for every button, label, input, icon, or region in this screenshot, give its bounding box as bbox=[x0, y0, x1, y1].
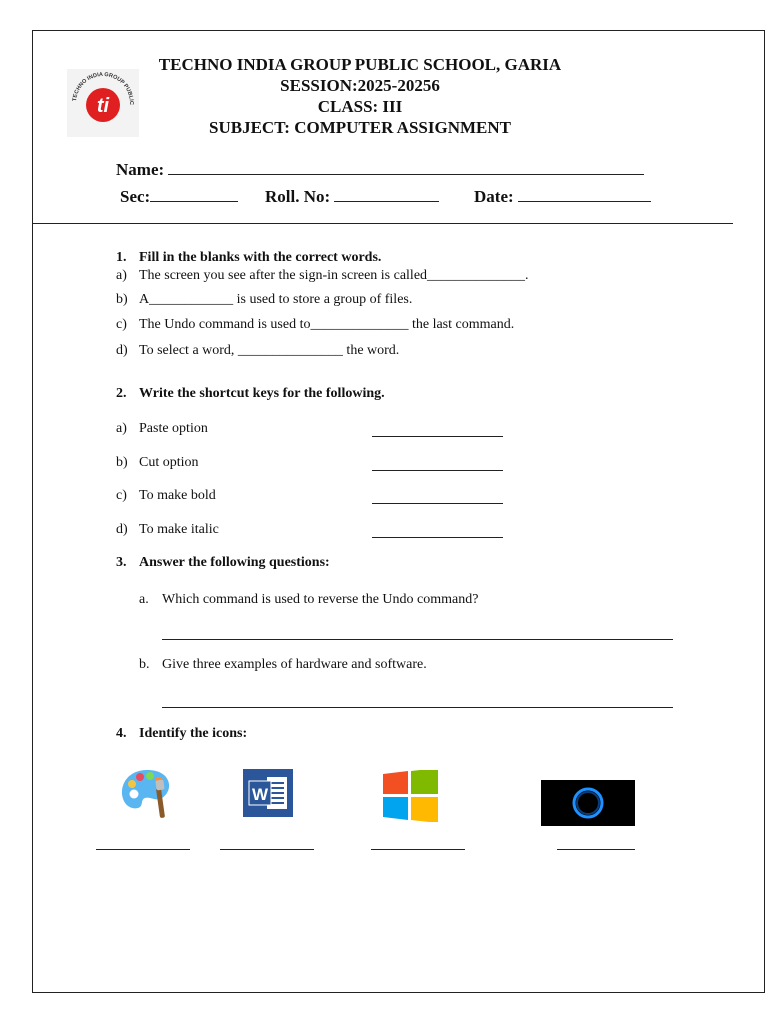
q3-item-text: Which command is used to reverse the Undo command? bbox=[162, 592, 479, 607]
header-divider bbox=[33, 223, 733, 224]
windows-icon bbox=[383, 770, 438, 822]
q1-item-text[interactable]: The screen you see after the sign-in screen is called______________. bbox=[139, 268, 529, 283]
logo-monogram: ti bbox=[96, 95, 110, 117]
q2-item bbox=[116, 488, 216, 504]
q3-item-text: Give three examples of hardware and software. bbox=[162, 657, 427, 672]
logo-ring-text: TECHNO INDIA GROUP PUBLIC bbox=[72, 71, 135, 105]
q1-item-label: c) bbox=[116, 317, 127, 332]
q1-item-text[interactable]: A____________ is used to store a group of files. bbox=[139, 292, 413, 307]
answer-line[interactable] bbox=[162, 707, 673, 708]
q4-heading bbox=[116, 726, 247, 742]
q2-item-label: a) bbox=[116, 421, 127, 436]
roll-field[interactable] bbox=[265, 187, 439, 207]
q1-heading bbox=[116, 250, 381, 266]
icon-answer-blank[interactable] bbox=[371, 849, 465, 850]
q2-item-label: d) bbox=[116, 522, 128, 537]
q1-item-label: d) bbox=[116, 343, 128, 358]
q3-title: Answer the following questions: bbox=[139, 555, 330, 570]
class: CLASS: III bbox=[317, 97, 403, 116]
q2-number: 2. bbox=[116, 386, 127, 401]
q3-item-label: b. bbox=[139, 657, 150, 672]
q2-item-text: Paste option bbox=[139, 421, 208, 436]
answer-blank[interactable] bbox=[372, 470, 503, 471]
icon-answer-blank[interactable] bbox=[96, 849, 190, 850]
session: SESSION:2025-20256 bbox=[280, 76, 440, 95]
q2-item bbox=[116, 421, 208, 437]
paint-palette-icon bbox=[118, 764, 176, 822]
q1-number: 1. bbox=[116, 250, 127, 265]
q2-item-text: To make italic bbox=[139, 522, 219, 537]
q3-item-label: a. bbox=[139, 592, 149, 607]
q2-title: Write the shortcut keys for the following. bbox=[139, 386, 385, 401]
icon-answer-blank[interactable] bbox=[220, 849, 314, 850]
date-label: Date: bbox=[474, 187, 514, 206]
roll-blank[interactable] bbox=[334, 187, 439, 202]
q2-item-label: b) bbox=[116, 455, 128, 470]
answer-blank[interactable] bbox=[372, 436, 503, 437]
q2-item bbox=[116, 455, 199, 471]
name-field[interactable] bbox=[116, 160, 644, 180]
answer-blank[interactable] bbox=[372, 503, 503, 504]
q4-title: Identify the icons: bbox=[139, 726, 248, 741]
q3-item bbox=[139, 657, 427, 673]
date-field[interactable] bbox=[474, 187, 651, 207]
q1-item bbox=[116, 292, 412, 308]
q4-number: 4. bbox=[116, 726, 127, 741]
q1-item-label: a) bbox=[116, 268, 127, 283]
svg-text:W: W bbox=[251, 785, 269, 804]
q3-number: 3. bbox=[116, 555, 127, 570]
q2-item bbox=[116, 522, 219, 538]
word-icon bbox=[243, 769, 293, 817]
answer-blank[interactable] bbox=[372, 537, 503, 538]
sec-label: Sec: bbox=[120, 187, 151, 206]
cortana-icon bbox=[541, 780, 635, 826]
q1-item bbox=[116, 343, 399, 359]
name-blank[interactable] bbox=[168, 160, 644, 175]
q1-title: Fill in the blanks with the correct words. bbox=[139, 250, 382, 265]
q3-heading bbox=[116, 555, 330, 571]
q1-item bbox=[116, 317, 514, 333]
date-blank[interactable] bbox=[518, 187, 651, 202]
answer-line[interactable] bbox=[162, 639, 673, 640]
q2-item-label: c) bbox=[116, 488, 127, 503]
subject: SUBJECT: COMPUTER ASSIGNMENT bbox=[209, 118, 511, 137]
q1-item bbox=[116, 268, 529, 284]
q1-item-text[interactable]: To select a word, _______________ the word. bbox=[139, 343, 400, 358]
name-label: Name: bbox=[116, 160, 165, 179]
icon-answer-blank[interactable] bbox=[557, 849, 635, 850]
q1-item-text[interactable]: The Undo command is used to______________ the last command. bbox=[139, 317, 515, 332]
q2-heading bbox=[116, 386, 385, 402]
school-name: TECHNO INDIA GROUP PUBLIC SCHOOL, GARIA bbox=[158, 55, 562, 74]
sec-field[interactable] bbox=[120, 187, 238, 207]
roll-label: Roll. No: bbox=[265, 187, 331, 206]
q2-item-text: Cut option bbox=[139, 455, 199, 470]
q3-item bbox=[139, 592, 478, 608]
q1-item-label: b) bbox=[116, 292, 128, 307]
q2-item-text: To make bold bbox=[139, 488, 216, 503]
sec-blank[interactable] bbox=[150, 187, 238, 202]
